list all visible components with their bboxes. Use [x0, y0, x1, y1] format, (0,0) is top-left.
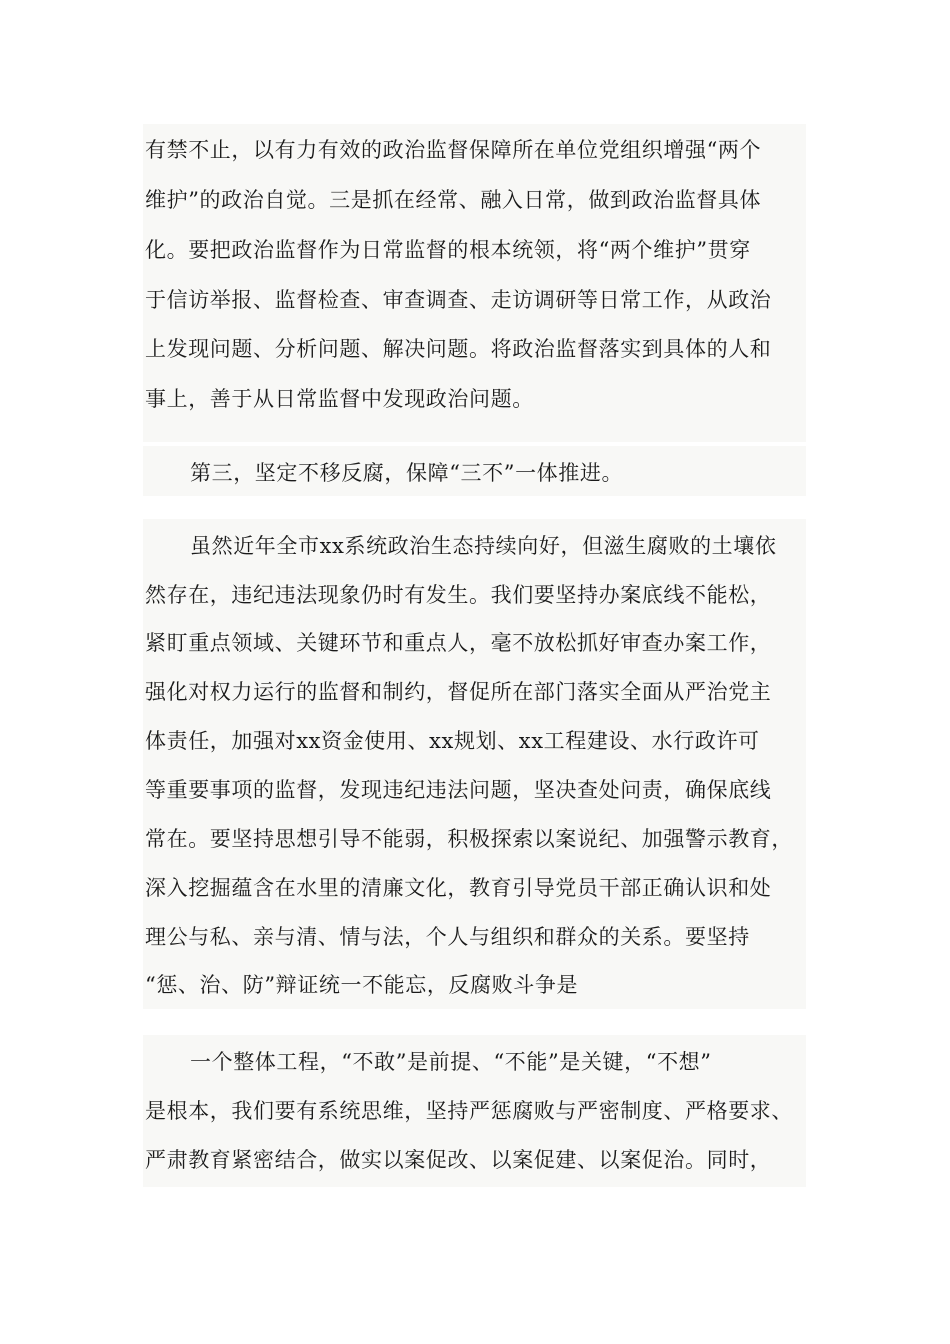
paragraph-line: 强化对权力运行的监督和制约，督促所在部门落实全面从严治党主 [145, 680, 772, 704]
paragraph-line: 严肃教育紧密结合，做实以案促改、以案促建、以案促治。同时， [145, 1148, 772, 1172]
paragraph-line: 体责任，加强对xx资金使用、xx规划、xx工程建设、水行政许可 [145, 729, 760, 753]
paragraph-line: 上发现问题、分析问题、解决问题。将政治监督落实到具体的人和 [145, 337, 772, 361]
paragraph-line: 常在。要坚持思想引导不能弱，积极探索以案说纪、加强警示教育， [145, 827, 793, 851]
paragraph-line: 是根本，我们要有系统思维，坚持严惩腐败与严密制度、严格要求、 [145, 1099, 793, 1123]
paragraph-line: “惩、治、防”辩证统一不能忘，反腐败斗争是 [145, 973, 579, 997]
paragraph-line: 紧盯重点领域、关键环节和重点人，毫不放松抓好审查办案工作， [145, 631, 772, 655]
paragraph-line: 于信访举报、监督检查、审查调查、走访调研等日常工作，从政治 [145, 288, 772, 312]
paragraph-line: 等重要事项的监督，发现违纪违法问题，坚决查处问责，确保底线 [145, 778, 772, 802]
paragraph-line: 一个整体工程，“不敢”是前提、“不能”是关键，“不想” [190, 1050, 712, 1074]
paragraph-line: 有禁不止，以有力有效的政治监督保障所在单位党组织增强“两个 [145, 138, 762, 162]
paragraph-line: 虽然近年全市xx系统政治生态持续向好，但滋生腐败的土壤依 [190, 534, 777, 558]
paragraph-line: 事上，善于从日常监督中发现政治问题。 [145, 387, 534, 411]
paragraph-line: 深入挖掘蕴含在水里的清廉文化，教育引导党员干部正确认识和处 [145, 876, 772, 900]
paragraph-line: 然存在，违纪违法现象仍时有发生。我们要坚持办案底线不能松， [145, 583, 772, 607]
paragraph-line: 理公与私、亲与清、情与法，个人与组织和群众的关系。要坚持 [145, 925, 750, 949]
paragraph-line: 维护”的政治自觉。三是抓在经常、融入日常，做到政治监督具体 [145, 188, 762, 212]
section-heading: 第三，坚定不移反腐，保障“三不”一体推进。 [190, 461, 624, 485]
paragraph-line: 化。要把政治监督作为日常监督的根本统领，将“两个维护”贯穿 [145, 238, 751, 262]
